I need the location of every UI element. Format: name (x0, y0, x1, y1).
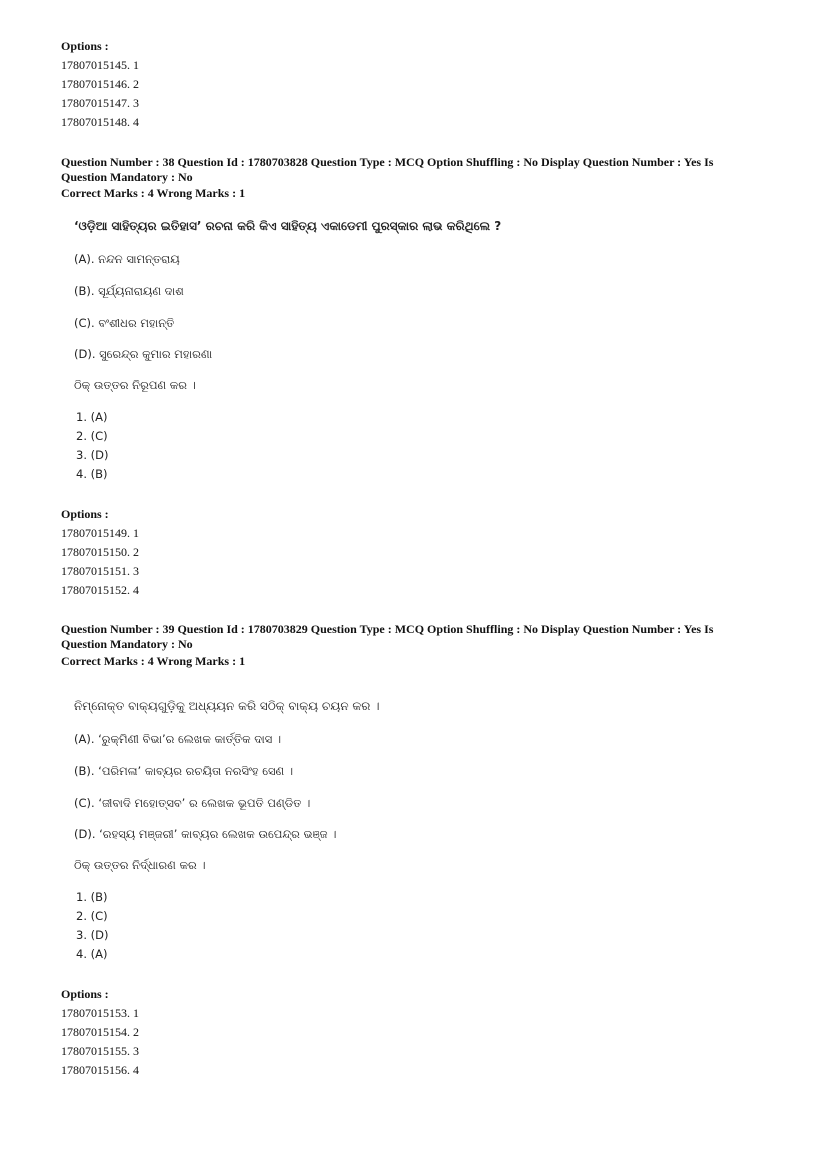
question-text: ‘ଓଡ଼ିଆ ସାହିତ୍ୟର ଇତିହାସ’ ରଚନା କରି କିଏ ସାହିତ୍ୟ ଏକାଡେମୀ ପୁରସ୍କାର ଲାଭ କରିଥିଲେ ? (74, 219, 502, 233)
option-id: 17807015153. 1 (61, 1006, 139, 1020)
question-marks: Correct Marks : 4 Wrong Marks : 1 (61, 186, 246, 200)
answer-choice: 1. (A) (76, 410, 108, 424)
option-id: 17807015154. 2 (61, 1025, 139, 1039)
option-id: 17807015152. 4 (61, 583, 139, 597)
answer-choice: 3. (D) (76, 448, 109, 462)
question-text: ନିମ୍ନୋକ୍ତ ବାକ୍ୟଗୁଡ଼ିକୁ ଅଧ୍ୟୟନ କରି ସଠିକ୍ ବାକ୍ୟ ଚୟନ କର । (74, 699, 380, 713)
question-marks: Correct Marks : 4 Wrong Marks : 1 (61, 654, 246, 668)
option-id: 17807015151. 3 (61, 564, 139, 578)
answer-choice: 2. (C) (76, 909, 108, 923)
answer-choice: 3. (D) (76, 928, 109, 942)
choice-c: (C). ‘ଜୀବାଦି ମହୋତ୍ସବ’ ର ଲେଖକ ଭୂପତି ପଣ୍ଡିତ । (74, 796, 311, 810)
choice-a: (A). ନନ୍ଦନ ସାମନ୍ତରାୟ (74, 252, 180, 266)
option-id: 17807015148. 4 (61, 115, 139, 129)
choice-b: (B). ‘ପରିମଳା’ କାବ୍ୟର ରଚୟିତା ନରସିଂହ ସେଣ । (74, 764, 294, 778)
option-id: 17807015147. 3 (61, 96, 139, 110)
option-id: 17807015156. 4 (61, 1063, 139, 1077)
option-id: 17807015145. 1 (61, 58, 139, 72)
option-id: 17807015146. 2 (61, 77, 139, 91)
choice-d: (D). ସୁରେନ୍ଦ୍ର କୁମାର ମହାରଣା (74, 347, 213, 361)
choice-a: (A). ‘ରୁକ୍ମିଣୀ ବିଭା’ର ଲେଖକ କାର୍ତ୍ତିକ ଦାସ । (74, 732, 282, 746)
question-header: Question Number : 39 Question Id : 1780703829 Question Type : MCQ Option Shuffling : No Display Question Number : Yes Is (61, 622, 714, 636)
options-label: Options : (61, 39, 109, 53)
options-label: Options : (61, 507, 109, 521)
answer-choice: 2. (C) (76, 429, 108, 443)
option-id: 17807015149. 1 (61, 526, 139, 540)
choice-b: (B). ସୂର୍ଯ୍ୟନାରାୟଣ ଦାଶ (74, 284, 184, 298)
answer-choice: 4. (A) (76, 947, 108, 961)
option-id: 17807015150. 2 (61, 545, 139, 559)
question-mandatory: Question Mandatory : No (61, 170, 193, 184)
question-mandatory: Question Mandatory : No (61, 637, 193, 651)
question-instruction: ଠିକ୍ ଉତ୍ତର ନିର୍ଦ୍ଧାରଣ କର । (74, 858, 206, 872)
option-id: 17807015155. 3 (61, 1044, 139, 1058)
question-header: Question Number : 38 Question Id : 1780703828 Question Type : MCQ Option Shuffling : No Display Question Number : Yes Is (61, 155, 714, 169)
question-instruction: ଠିକ୍ ଉତ୍ତର ନିରୂପଣ କର । (74, 378, 196, 392)
answer-choice: 1. (B) (76, 890, 108, 904)
choice-c: (C). ବଂଶୀଧର ମହାନ୍ତି (74, 316, 175, 330)
answer-choice: 4. (B) (76, 467, 108, 481)
options-label: Options : (61, 987, 109, 1001)
choice-d: (D). ‘ରହସ୍ୟ ମଞ୍ଜରୀ’ କାବ୍ୟର ଲେଖକ ଉପେନ୍ଦ୍ର ଭଞ୍ଜ । (74, 827, 337, 841)
